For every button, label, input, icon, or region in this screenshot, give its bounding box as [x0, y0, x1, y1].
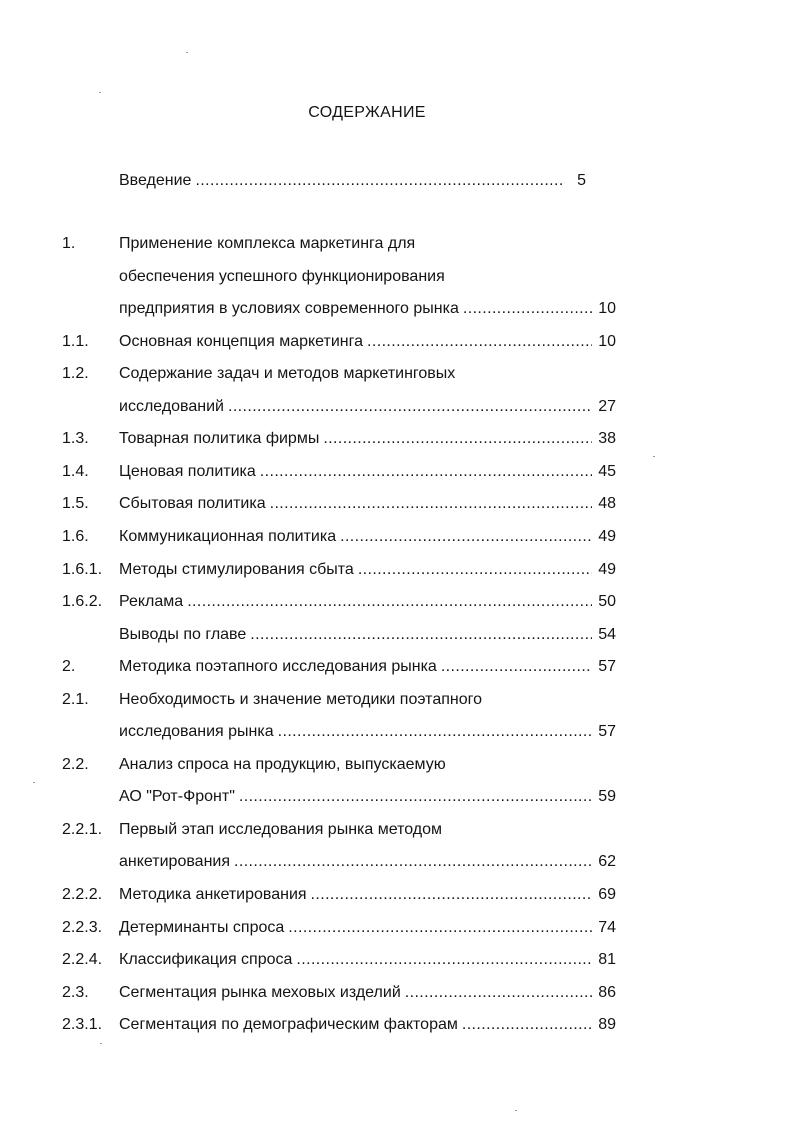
toc-item-number: 1.1.: [62, 333, 89, 350]
toc-item-title: Выводы по главе: [119, 626, 247, 643]
toc-item-number: 2.2.1.: [62, 821, 103, 838]
toc-item-page: 74: [598, 919, 616, 936]
toc-entry: [119, 333, 616, 351]
toc-entry: [119, 593, 616, 611]
toc-item-title: Основная концепция маркетинга: [119, 333, 364, 350]
toc-entry: [119, 1016, 616, 1034]
toc-row: [0, 268, 794, 292]
toc-item-title: Применение комплекса маркетинга для: [119, 235, 416, 252]
toc-item-page: 49: [598, 561, 616, 578]
toc-entry: [119, 495, 616, 513]
toc-item-title: Методика анкетирования: [119, 886, 307, 903]
toc-item-title: Методы стимулирования сбыта: [119, 561, 354, 578]
toc-item-number: 2.1.: [62, 691, 89, 708]
toc-item-number: 2.2.: [62, 756, 89, 773]
toc-item-number: 2.2.3.: [62, 919, 103, 936]
toc-entry: [119, 984, 616, 1002]
toc-item-page: 57: [598, 723, 616, 740]
toc-item-number: 2.3.1.: [62, 1016, 103, 1033]
dot-leader: [234, 853, 592, 871]
toc-item-title: Реклама: [119, 593, 184, 610]
dot-leader: [187, 593, 592, 611]
toc-item-page: 10: [598, 333, 616, 350]
toc-item-page: 54: [598, 626, 616, 643]
dot-leader: [367, 333, 592, 351]
toc-item-page: 49: [598, 528, 616, 545]
toc-item-number: 1.6.: [62, 528, 89, 545]
dot-leader: [278, 723, 592, 741]
toc-item-number: 2.3.: [62, 984, 89, 1001]
toc-row: [0, 561, 794, 585]
toc-entry: [119, 919, 616, 937]
toc-row: [0, 951, 794, 975]
toc-row: [0, 853, 794, 877]
dot-leader: [239, 788, 592, 806]
toc-item-title: Первый этап исследования рынка методом: [119, 821, 443, 838]
toc-entry: [119, 658, 616, 676]
toc-item-page: 89: [598, 1016, 616, 1033]
toc-row: [0, 626, 794, 650]
toc-item-number: 1.6.1.: [62, 561, 103, 578]
dot-leader: [228, 398, 592, 416]
toc-entry: [119, 300, 616, 318]
toc-item-page: 62: [598, 853, 616, 870]
toc-item-title: обеспечения успешного функционирования: [119, 268, 445, 285]
toc-row: [0, 658, 794, 682]
toc-item-title: Классификация спроса: [119, 951, 293, 968]
toc-item-number: 1.3.: [62, 430, 89, 447]
toc-item-title: Ценовая политика: [119, 463, 256, 480]
scan-speck: [186, 52, 188, 53]
toc-intro-row: [0, 172, 794, 196]
toc-item-page: 57: [598, 658, 616, 675]
scan-speck: [100, 1043, 102, 1044]
toc-row: [0, 919, 794, 943]
toc-row: [0, 691, 794, 715]
toc-row: [0, 430, 794, 454]
toc-item-number: 1.2.: [62, 365, 89, 382]
toc-item-title: Содержание задач и методов маркетинговых: [119, 365, 456, 382]
dot-leader: [323, 430, 592, 448]
toc-item-page: 86: [598, 984, 616, 1001]
toc-row: [0, 495, 794, 519]
toc-row: [0, 723, 794, 747]
dot-leader: [463, 300, 592, 318]
toc-row: [0, 333, 794, 357]
toc-item-page: 59: [598, 788, 616, 805]
toc-entry: [119, 626, 616, 644]
toc-row: [0, 593, 794, 617]
toc-item-number: 2.2.4.: [62, 951, 103, 968]
toc-row: [0, 886, 794, 910]
dot-leader: [462, 1016, 592, 1034]
toc-entry: [119, 463, 616, 481]
toc-item-page: 69: [598, 886, 616, 903]
toc-item-number: 1.4.: [62, 463, 89, 480]
toc-item-number: 2.: [62, 658, 76, 675]
toc-item-title: Необходимость и значение методики поэтапного: [119, 691, 483, 708]
toc-item-title: Сегментация по демографическим факторам: [119, 1016, 458, 1033]
toc-item-title: предприятия в условиях современного рынка: [119, 300, 459, 317]
toc-item-title: исследований: [119, 398, 224, 415]
toc-item-title: АО "Рот-Фронт": [119, 788, 235, 805]
toc-entry: [119, 528, 616, 546]
toc-item-title: Сбытовая политика: [119, 495, 266, 512]
toc-item-title: Анализ спроса на продукцию, выпускаемую: [119, 756, 446, 773]
toc-item-page: 45: [598, 463, 616, 480]
dot-leader: [405, 984, 592, 1002]
toc-item-title: Детерминанты спроса: [119, 919, 285, 936]
page-title: СОДЕРЖАНИЕ: [308, 104, 426, 121]
scan-speck: [515, 1110, 517, 1111]
toc-item-page: 81: [598, 951, 616, 968]
toc-item-page: 50: [598, 593, 616, 610]
toc-row: [0, 821, 794, 845]
scan-speck: [99, 92, 101, 93]
toc-item-page: 27: [598, 398, 616, 415]
toc-item-number: 2.2.2.: [62, 886, 103, 903]
toc-row: [0, 398, 794, 422]
toc-item-title: исследования рынка: [119, 723, 274, 740]
toc-entry: [119, 561, 616, 579]
toc-entry: [119, 788, 616, 806]
toc-row: [0, 1016, 794, 1040]
toc-row: [0, 788, 794, 812]
toc-row: [0, 984, 794, 1008]
toc-item-number: 1.6.2.: [62, 593, 103, 610]
toc-item-title: Коммуникационная политика: [119, 528, 337, 545]
dot-leader: [195, 172, 562, 190]
toc-item-title: Методика поэтапного исследования рынка: [119, 658, 437, 675]
toc-item-number: 1.5.: [62, 495, 89, 512]
dot-leader: [250, 626, 592, 644]
toc-intro-title: Введение: [119, 172, 192, 189]
toc-item-title: Товарная политика фирмы: [119, 430, 320, 447]
dot-leader: [441, 658, 592, 676]
toc-entry: [119, 430, 616, 448]
toc-entry: [119, 398, 616, 416]
dot-leader: [260, 463, 592, 481]
toc-entry: [119, 723, 616, 741]
toc-row: [0, 365, 794, 389]
toc-row: [0, 300, 794, 324]
toc-item-page: 48: [598, 495, 616, 512]
toc-item-title: Сегментация рынка меховых изделий: [119, 984, 401, 1001]
toc-item-number: 1.: [62, 235, 76, 252]
dot-leader: [288, 919, 592, 937]
toc-entry: [119, 853, 616, 871]
scan-speck: [33, 782, 35, 783]
scan-speck: [653, 456, 655, 457]
toc-entry: [119, 951, 616, 969]
toc-row: [0, 463, 794, 487]
toc-row: [0, 756, 794, 780]
dot-leader: [358, 561, 592, 579]
toc-intro-page: 5: [577, 172, 586, 189]
toc-entry: [119, 886, 616, 904]
toc-row: [0, 235, 794, 259]
toc-item-title: анкетирования: [119, 853, 230, 870]
dot-leader: [340, 528, 592, 546]
dot-leader: [311, 886, 592, 904]
toc-item-page: 10: [598, 300, 616, 317]
toc-item-page: 38: [598, 430, 616, 447]
dot-leader: [296, 951, 592, 969]
toc-intro-entry: [119, 172, 586, 190]
toc-row: [0, 528, 794, 552]
dot-leader: [270, 495, 592, 513]
